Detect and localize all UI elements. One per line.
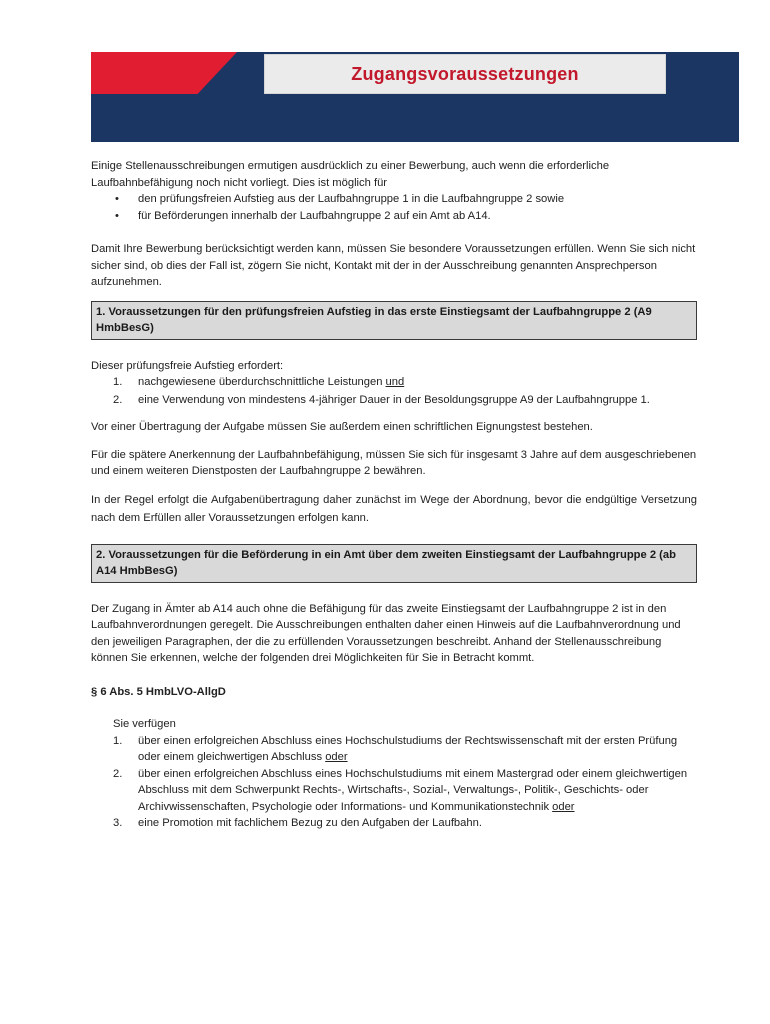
intro-bullet-list: [91, 191, 697, 224]
section-2-list-item: [91, 733, 697, 766]
list-item-conjunction: oder: [552, 800, 575, 813]
section-1-paragraph: Für die spätere Anerkennung der Laufbahnbefähigung, müssen Sie sich für insgesamt 3 Jahre auf dem ausgeschriebenen und einem weiteren Dienstposten der Laufbahngruppe 2 bewähren.: [91, 448, 697, 477]
list-item-text: nachgewiesene überdurchschnittliche Leistungen: [138, 376, 386, 388]
list-item-text: eine Promotion mit fachlichem Bezug zu den Aufgaben der Laufbahn.: [138, 817, 482, 829]
page-header: [91, 52, 739, 142]
list-item-conjunction: oder: [325, 751, 348, 763]
section-1-list: [91, 374, 697, 408]
intro-bullet-item: • für Beförderungen innerhalb der Laufbahngruppe 2 auf ein Amt ab A14.: [91, 208, 697, 225]
section-2-list: [91, 733, 697, 832]
header-title-box: [264, 54, 666, 94]
section-1-lead: Dieser prüfungsfreie Aufstieg erfordert:: [91, 359, 284, 372]
intro-bullet-item: • den prüfungsfreien Aufstieg aus der Laufbahngruppe 1 in die Laufbahngruppe 2 sowie: [91, 191, 697, 208]
list-item-text: über einen erfolgreichen Abschluss eines Hochschulstudiums der Rechtswissenschaft mit der ersten Prüfung oder einem gleichwertigen Abschluss: [138, 734, 678, 763]
section-1-list-item: [91, 374, 697, 391]
list-number: 1.: [113, 734, 123, 747]
list-number: 1.: [113, 376, 123, 388]
section-1-paragraph: Vor einer Übertragung der Aufgabe müssen Sie außerdem einen schriftlichen Eignungstest bestehen.: [91, 421, 593, 433]
list-item-text: eine Verwendung von mindestens 4-jähriger Dauer in der Besoldungsgruppe A9 der Laufbahngruppe 1.: [138, 393, 650, 406]
section-2-heading-text: 2. Voraussetzungen für die Beförderung in ein Amt über dem zweiten Einstiegsamt der Laufbahngruppe 2 (ab A14 HmbBesG): [96, 548, 676, 577]
intro-paragraph: Einige Stellenausschreibungen ermutigen ausdrücklich zu einer Bewerbung, auch wenn die erforderliche Laufbahnbefähigung noch nicht vorliegt. Dies ist möglich für: [91, 160, 610, 189]
list-number: 2.: [113, 767, 123, 780]
section-1-paragraph: In der Regel erfolgt die Aufgabenübertragung daher zunächst im Wege der Abordnung, bevor die endgültige Versetzung nach dem Erfüllen aller Voraussetzungen erfolgen kann.: [91, 493, 697, 524]
list-number: 3.: [113, 817, 123, 829]
section-2-sub-lead: Sie verfügen: [113, 718, 176, 730]
document-body: [91, 158, 697, 832]
list-item-text: über einen erfolgreichen Abschluss eines Hochschulstudiums mit einem Mastergrad oder einem gleichwertigen Abschluss mit dem Schwerpunkt Rechts-, Wirtschafts-, Sozial-, Verwaltungs-, Politik-, Geschichts- oder Archivwissenschaften, Psychologie oder Informations- und Kommunikationstechnik: [138, 767, 688, 813]
section-2-list-item: [91, 766, 697, 816]
section-2-heading: [91, 544, 697, 583]
section-1-heading: [91, 301, 697, 340]
page-title: Zugangsvoraussetzungen: [351, 63, 579, 84]
list-item-conjunction: und: [385, 376, 405, 388]
list-number: 2.: [113, 393, 123, 406]
section-1-heading-text: 1. Voraussetzungen für den prüfungsfreien Aufstieg in das erste Einstiegsamt der Laufbahngruppe 2 (A9 HmbBesG): [96, 305, 652, 334]
intro-paragraph-2: Damit Ihre Bewerbung berücksichtigt werden kann, müssen Sie besondere Voraussetzungen erfüllen. Wenn Sie sich nicht sicher sind, ob dies der Fall ist, zögern Sie nicht, Kontakt mit der in der Ausschreibung genannten Ansprechperson aufzunehmen.: [91, 243, 696, 288]
section-2-subheading: § 6 Abs. 5 HmbLVO-AllgD: [91, 685, 226, 698]
section-1-list-item: [91, 392, 697, 409]
section-2-paragraph: Der Zugang in Ämter ab A14 auch ohne die Befähigung für das zweite Einstiegsamt der Laufbahngruppe 2 ist in den Laufbahnverordnungen geregelt. Die Ausschreibungen enthalten daher einen Hinweis auf die Laufbahnverordnung und den jeweiligen Paragraphen, der die zu erfüllenden Voraussetzungen beschreibt. Anhand der Stellenausschreibung können Sie erkennen, welche der folgenden drei Möglichkeiten für Sie in Betracht kommt.: [91, 602, 681, 664]
section-2-list-item: [91, 815, 697, 832]
